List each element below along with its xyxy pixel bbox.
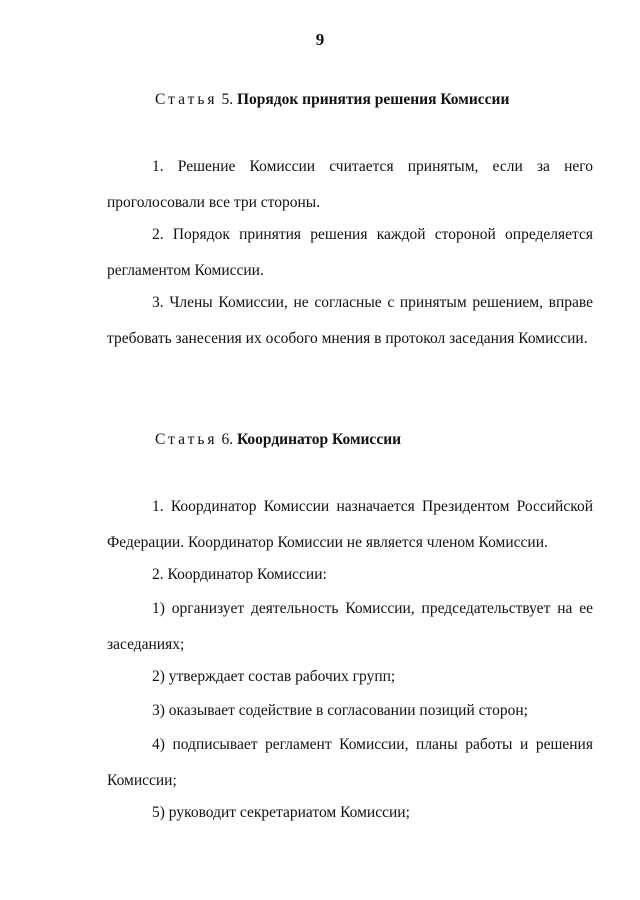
article-6-item-3: 3) оказывает содействие в согласовании позиций сторон; bbox=[152, 702, 528, 719]
article-6-item-2: 2) утверждает состав рабочих групп; bbox=[152, 668, 396, 685]
article-5-prefix: Статья bbox=[155, 91, 218, 108]
article-6-item-5: 5) руководит секретариатом Комиссии; bbox=[152, 804, 410, 821]
article-5-paragraph-1: 1. Решение Комиссии считается принятым, если за него проголосовали все три стороны. bbox=[107, 158, 593, 211]
article-5-paragraph-2: 2. Порядок принятия решения каждой стороной определяется регламентом Комиссии. bbox=[107, 226, 593, 279]
article-6-paragraph-1: 1. Координатор Комиссии назначается Президентом Российской Федерации. Координатор Комиссии не является членом Комиссии. bbox=[107, 498, 593, 551]
article-6-item-1: 1) организует деятельность Комиссии, председательствует на ее заседаниях; bbox=[107, 600, 593, 653]
article-6-prefix: Статья bbox=[155, 431, 218, 448]
article-5-title: Порядок принятия решения Комиссии bbox=[236, 91, 510, 108]
article-5-number: 5. bbox=[221, 91, 234, 108]
article-6-heading bbox=[155, 431, 401, 449]
article-5-paragraph-3: 3. Члены Комиссии, не согласные с принятым решением, вправе требовать занесения их особого мнения в протокол заседания Комиссии. bbox=[107, 294, 593, 347]
article-6-title: Координатор Комиссии bbox=[236, 431, 402, 448]
article-6-paragraph-2: 2. Координатор Комиссии: bbox=[152, 566, 327, 583]
article-6-item-4: 4) подписывает регламент Комиссии, планы работы и решения Комиссии; bbox=[107, 736, 593, 789]
article-6-number: 6. bbox=[221, 431, 234, 448]
page-number: 9 bbox=[315, 30, 325, 49]
article-5-heading bbox=[155, 91, 509, 109]
